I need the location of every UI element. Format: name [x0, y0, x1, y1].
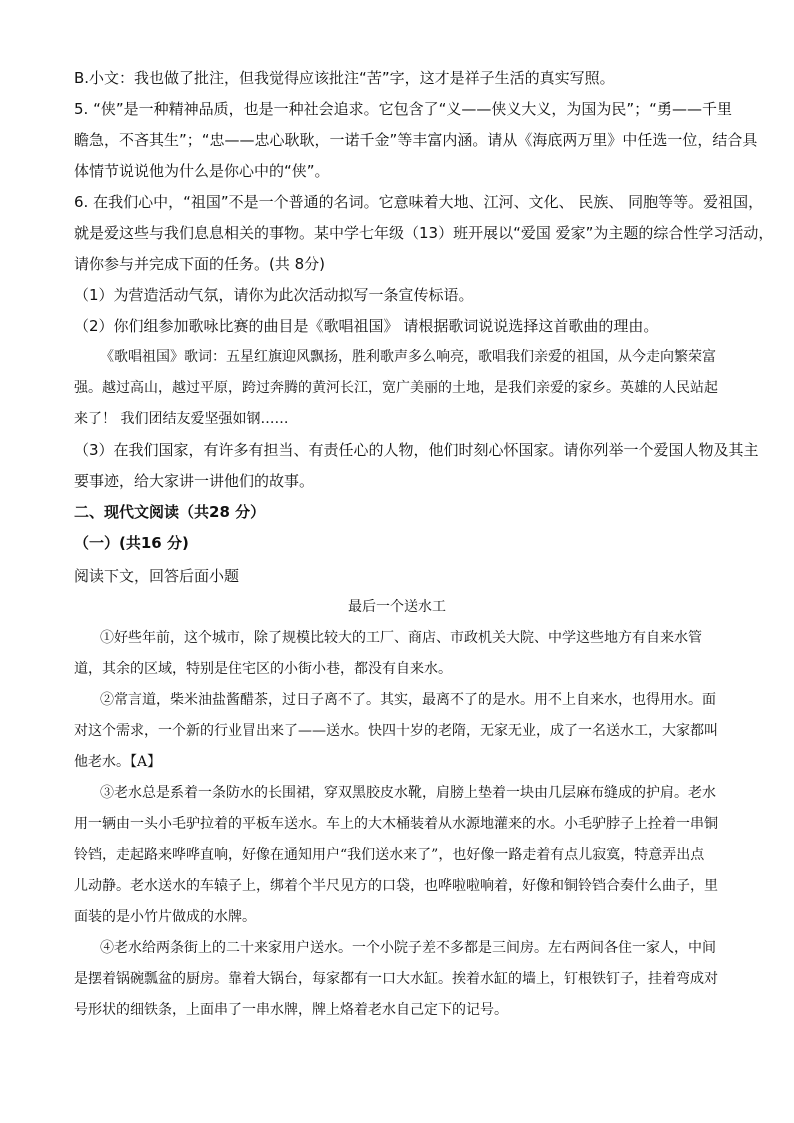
- lyrics-line-2: 强。越过高山，越过平原，跨过奔腾的黄河长江，宽广美丽的土地，是我们亲爱的家乡。英雄的人民站起: [74, 380, 718, 396]
- question-6-line-2: 就是爱这些与我们息息相关的事物。某中学七年级（13）班开展以“爱国 爱家”为主题的综合性学习活动，: [74, 224, 774, 242]
- section-heading: 二、现代文阅读（共28 分）: [74, 503, 266, 521]
- question-6-line-3: 请你参与并完成下面的任务。(共 8分): [74, 255, 326, 273]
- paragraph-4-line-2: 是摆着锅碗瓢盆的厨房。靠着大锅台，每家都有一口大水缸。挨着水缸的墙上，钉根铁钉子，挂着弯成对: [74, 971, 718, 987]
- paragraph-3-line-3: 铃铛，走起路来哗哗直响，好像在通知用户“我们送水来了”，也好像一路走着有点儿寂寞，特意弄出点: [74, 847, 705, 863]
- article-title: 最后一个送水工: [348, 599, 446, 615]
- reading-instruction: 阅读下文，回答后面小题: [74, 567, 240, 585]
- lyrics-line-3: 来了！ 我们团结友爱坚强如钢……: [74, 411, 289, 427]
- paragraph-2-line-1: ②常言道，柴米油盐酱醋茶，过日子离不了。其实，最离不了的是水。用不上自来水，也得用水。面: [100, 692, 716, 708]
- question-6-line-1: 6. 在我们心中，“祖国”不是一个普通的名词。它意味着大地、江河、文化、 民族、 同胞等等。爱祖国，: [74, 193, 764, 211]
- paragraph-4-line-3: 号形状的细铁条，上面串了一串水牌，牌上烙着老水自己定下的记号。: [74, 1002, 508, 1018]
- paragraph-3-line-1: ③老水总是系着一条防水的长围裙，穿双黑胶皮水靴，肩膀上垫着一块由几层麻布缝成的护肩。老水: [100, 785, 716, 801]
- paragraph-2-line-3: 他老水。【A】: [74, 754, 162, 770]
- task-2: （2）你们组参加歌咏比赛的曲目是《歌唱祖国》 请根据歌词说说选择这首歌曲的理由。: [74, 317, 659, 335]
- paragraph-3-line-2: 用一辆由一头小毛驴拉着的平板车送水。车上的大木桶装着从水源地灌来的水。小毛驴脖子上拴着一串铜: [74, 816, 718, 832]
- question-5-line-1: 5. “侠”是一种精神品质，也是一种社会追求。它包含了“义——侠义大义，为国为民”；“勇——千里: [74, 100, 732, 118]
- subsection-heading: （一）(共16 分): [74, 534, 189, 552]
- lyrics-line-1: 《歌唱祖国》歌词：五星红旗迎风飘扬，胜利歌声多么响亮，歌唱我们亲爱的祖国，从今走向繁荣富: [100, 349, 716, 365]
- task-3-line-2: 要事迹，给大家讲一讲他们的故事。: [74, 472, 315, 490]
- paragraph-1-line-2: 道，其余的区域，特别是住宅区的小街小巷，都没有自来水。: [74, 661, 452, 677]
- paragraph-2-line-2: 对这个需求，一个新的行业冒出来了——送水。快四十岁的老隋，无家无业，成了一名送水工，大家都叫: [74, 723, 718, 739]
- paragraph-3-line-5: 面装的是小竹片做成的水牌。: [74, 909, 256, 925]
- task-3-line-1: （3）在我们国家，有许多有担当、有责任心的人物，他们时刻心怀国家。请你列举一个爱国人物及其主: [74, 441, 759, 459]
- paragraph-1-line-1: ①好些年前，这个城市，除了规模比较大的工厂、商店、市政机关大院、中学这些地方有自来水管: [100, 630, 702, 646]
- option-b-line: B.小文：我也做了批注，但我觉得应该批注“苦”字，这才是祥子生活的真实写照。: [74, 69, 615, 87]
- paragraph-3-line-4: 儿动静。老水送水的车辕子上，绑着个半尺见方的口袋，也哗啦啦响着，好像和铜铃铛合奏什么曲子，里: [74, 878, 718, 894]
- question-5-line-2: 瞻急，不吝其生”；“忠——忠心耿耿，一诺千金”等丰富内涵。请从《海底两万里》中任选一位，结合具: [74, 131, 758, 149]
- question-5-line-3: 体情节说说他为什么是你心中的“侠”。: [74, 162, 330, 180]
- task-1: （1）为营造活动气氛，请你为此次活动拟写一条宣传标语。: [74, 286, 474, 304]
- paragraph-4-line-1: ④老水给两条街上的二十来家用户送水。一个小院子差不多都是三间房。左右两间各住一家人，中间: [100, 940, 716, 956]
